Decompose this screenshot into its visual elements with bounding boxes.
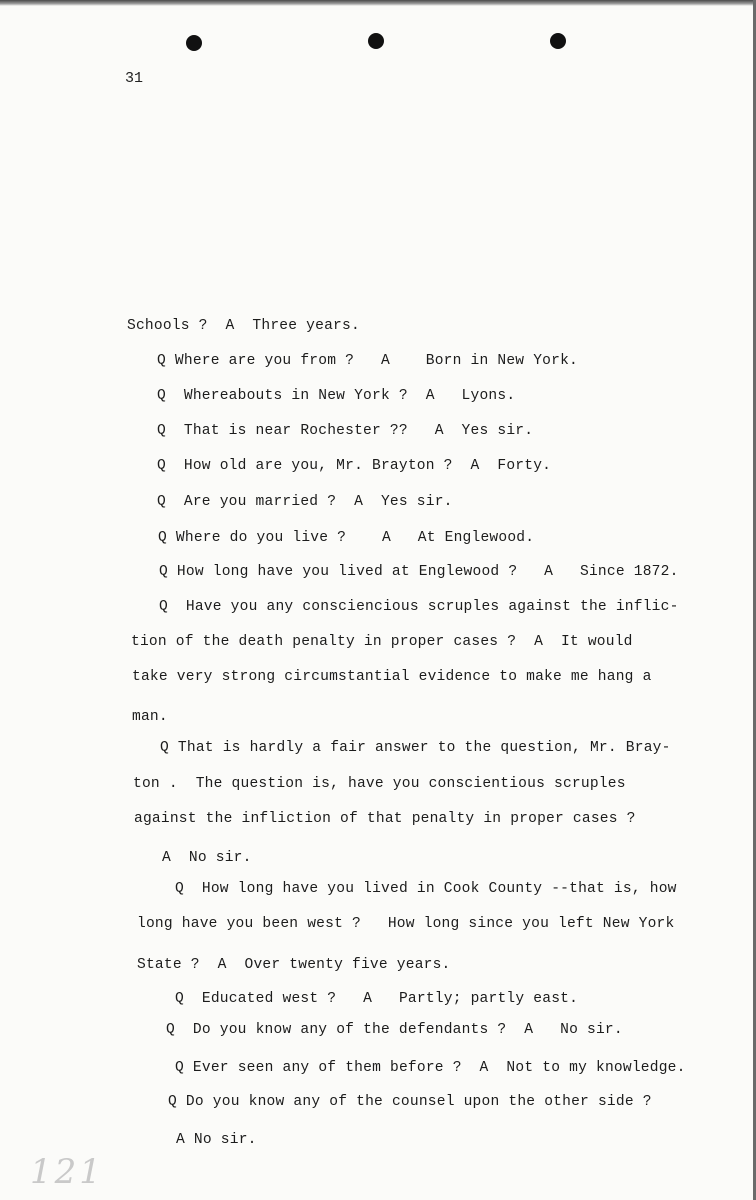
transcript-line: Q How long have you lived at Englewood ? A Since 1872. <box>159 564 679 580</box>
transcript-line: Q That is near Rochester ?? A Yes sir. <box>157 423 534 439</box>
transcript-line: Q How old are you, Mr. Brayton ? A Forty. <box>157 458 552 474</box>
transcript-line: Q Where are you from ? A Born in New York. <box>157 353 579 369</box>
transcript-line: A No sir. <box>176 1132 257 1148</box>
margin-page-note: 121 <box>30 1152 104 1192</box>
transcript-line: Q Ever seen any of them before ? A Not to my knowledge. <box>175 1060 686 1076</box>
page-number: 31 <box>125 70 144 87</box>
transcript-line: long have you been west ? How long since you left New York <box>137 916 675 932</box>
transcript-line: State ? A Over twenty five years. <box>137 957 451 973</box>
transcript-line: against the infliction of that penalty in proper cases ? <box>134 811 636 827</box>
transcript-line: Q Where do you live ? A At Englewood. <box>158 530 535 546</box>
transcript-line: Q Do you know any of the defendants ? A No sir. <box>166 1022 623 1038</box>
transcript-line: A No sir. <box>162 850 252 866</box>
transcript-line: take very strong circumstantial evidence to make me hang a <box>132 669 652 685</box>
punch-hole-right <box>550 33 566 49</box>
transcript-line: Schools ? A Three years. <box>127 318 360 334</box>
transcript-line: Q How long have you lived in Cook County --that is, how <box>175 881 677 897</box>
transcript-line: Q Are you married ? A Yes sir. <box>157 494 453 510</box>
transcript-line: Q That is hardly a fair answer to the question, Mr. Bray- <box>160 740 671 756</box>
page-top-edge <box>0 0 756 6</box>
transcript-line: Q Educated west ? A Partly; partly east. <box>175 991 579 1007</box>
transcript-line: Q Have you any consciencious scruples against the inflic- <box>159 599 679 615</box>
punch-hole-left <box>186 35 202 51</box>
transcript-line: Q Whereabouts in New York ? A Lyons. <box>157 388 516 404</box>
transcript-line: ton . The question is, have you conscientious scruples <box>133 776 626 792</box>
transcript-line: Q Do you know any of the counsel upon the other side ? <box>168 1094 652 1110</box>
transcript-line: man. <box>132 709 168 725</box>
transcript-line: tion of the death penalty in proper cases ? A It would <box>131 634 633 650</box>
punch-hole-center <box>368 33 384 49</box>
